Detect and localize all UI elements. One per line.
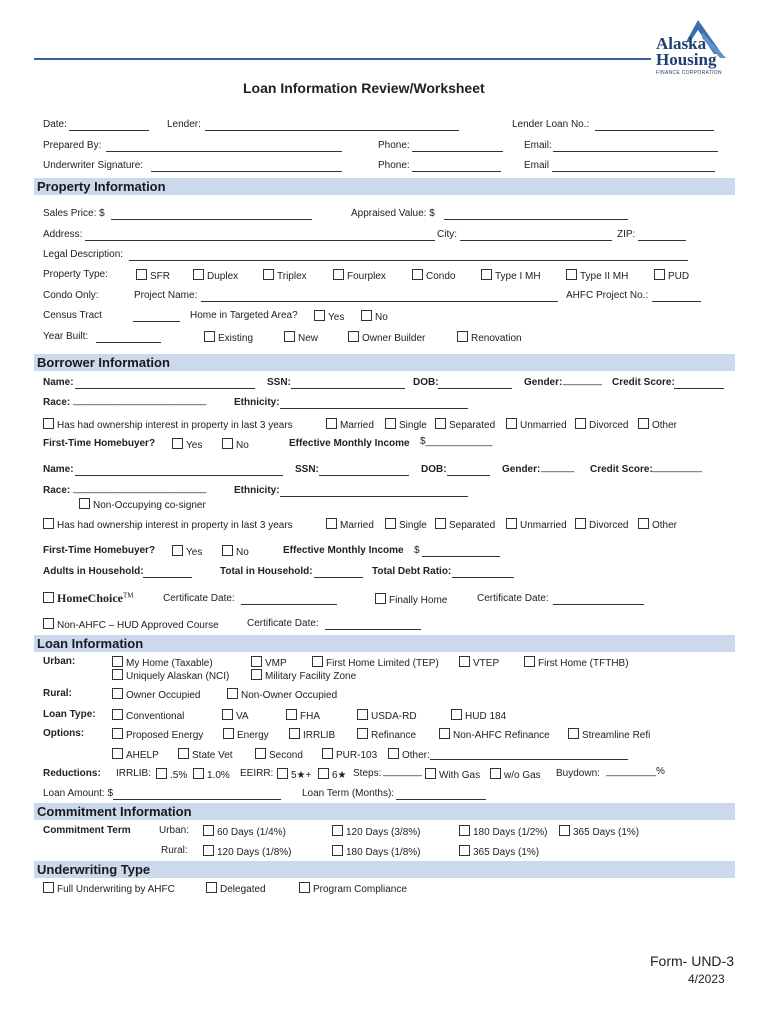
city-label: City: — [437, 229, 457, 240]
b2-unmarried[interactable]: Unmarried — [506, 518, 567, 531]
checkbox[interactable] — [435, 418, 446, 429]
checkbox[interactable] — [357, 728, 368, 739]
phone2-field[interactable] — [412, 171, 501, 172]
checkbox[interactable] — [451, 709, 462, 720]
b2-emi-dollar: $ — [414, 545, 420, 556]
phone1-label: Phone: — [378, 140, 410, 151]
checkbox[interactable] — [204, 331, 215, 342]
checkbox[interactable] — [638, 518, 649, 529]
irrlib-reduction-label: IRRLIB: — [116, 768, 152, 779]
non-ahfc-cert-field[interactable] — [325, 629, 421, 630]
checkbox[interactable] — [206, 882, 217, 893]
loan-term-label: Loan Term (Months): — [302, 788, 395, 799]
b1-name-field[interactable] — [75, 388, 255, 389]
b2-gender-label: Gender: — [502, 464, 541, 475]
checkbox[interactable] — [43, 518, 54, 529]
checkbox[interactable] — [43, 592, 54, 603]
b1-credit-label: Credit Score: — [612, 377, 675, 388]
b1-divorced[interactable]: Divorced — [575, 418, 628, 431]
star5-option[interactable]: 5★+ — [277, 768, 311, 781]
underwriter-field[interactable] — [151, 171, 342, 172]
census-label: Census Tract — [43, 310, 102, 321]
with-gas-option[interactable]: With Gas — [425, 768, 480, 781]
checkbox[interactable] — [284, 331, 295, 342]
commitment-term-label: Commitment Term — [43, 825, 131, 836]
checkbox[interactable] — [223, 728, 234, 739]
checkbox[interactable] — [251, 669, 262, 680]
refinance-option[interactable]: Refinance — [357, 728, 416, 741]
b2-name-field[interactable] — [75, 475, 283, 476]
section-borrower — [34, 354, 735, 371]
type-triplex[interactable]: Triplex — [263, 269, 307, 282]
targeted-yes[interactable]: Yes — [314, 310, 344, 323]
b1-ethnicity-label: Ethnicity: — [234, 397, 280, 408]
state-vet-option[interactable]: State Vet — [178, 748, 233, 761]
b2-fthb-yes[interactable]: Yes — [172, 545, 202, 558]
checkbox[interactable] — [490, 768, 501, 779]
census-field[interactable] — [133, 321, 180, 322]
header-rule — [34, 58, 651, 60]
b2-fthb-no[interactable]: No — [222, 545, 249, 558]
b2-ownership[interactable]: Has had ownership interest in property in last 3 years — [43, 518, 293, 531]
sales-price-label: Sales Price: $ — [43, 208, 105, 219]
phone2-label: Phone: — [378, 160, 410, 171]
b1-single[interactable]: Single — [385, 418, 427, 431]
checkbox[interactable] — [193, 768, 204, 779]
section-property — [34, 178, 735, 195]
form-date: 4/2023 — [688, 972, 725, 986]
b2-name-label: Name: — [43, 464, 74, 475]
section-borrower-title: Borrower Information — [37, 355, 170, 370]
checkbox[interactable] — [312, 656, 323, 667]
checkbox[interactable] — [481, 269, 492, 280]
b2-ethnicity-label: Ethnicity: — [234, 485, 280, 496]
checkbox[interactable] — [112, 748, 123, 759]
full-underwriting-option[interactable]: Full Underwriting by AHFC — [43, 882, 175, 895]
adults-label: Adults in Household: — [43, 566, 144, 577]
fhl-option[interactable]: First Home Limited (TEP) — [312, 656, 439, 669]
section-underwriting-title: Underwriting Type — [37, 862, 151, 877]
va-option[interactable]: VA — [222, 709, 249, 722]
commit-urban-label: Urban: — [159, 825, 190, 836]
buydown-blank[interactable]: _________% — [606, 766, 665, 777]
fha-option[interactable]: FHA — [286, 709, 320, 722]
existing-option[interactable]: Existing — [204, 331, 253, 344]
debt-ratio-field[interactable] — [452, 577, 514, 578]
b1-name-label: Name: — [43, 377, 74, 388]
checkbox[interactable] — [333, 269, 344, 280]
b2-emi-label: Effective Monthly Income — [283, 545, 404, 556]
b1-race-blank[interactable]: ________________________ — [73, 395, 207, 406]
b1-fthb-yes[interactable]: Yes — [172, 438, 202, 451]
loan-amount-field[interactable] — [113, 799, 281, 800]
checkbox[interactable] — [289, 728, 300, 739]
condo-only-label: Condo Only: — [43, 290, 99, 301]
page-title: Loan Information Review/Worksheet — [243, 80, 485, 96]
checkbox[interactable] — [322, 748, 333, 759]
r180-option[interactable]: 180 Days (1/8%) — [332, 845, 420, 858]
debt-ratio-label: Total Debt Ratio: — [372, 566, 452, 577]
eeirr-label: EEIRR: — [240, 768, 274, 779]
checkbox[interactable] — [43, 618, 54, 629]
p5-option[interactable]: .5% — [156, 768, 187, 781]
checkbox[interactable] — [156, 768, 167, 779]
underwriter-label: Underwriter Signature: — [43, 160, 144, 171]
streamline-option[interactable]: Streamline Refi — [568, 728, 650, 741]
delegated-option[interactable]: Delegated — [206, 882, 266, 895]
r120-option[interactable]: 120 Days (1/8%) — [203, 845, 291, 858]
checkbox[interactable] — [439, 728, 450, 739]
b2-ssn-field[interactable] — [319, 475, 409, 476]
finally-home-cert-field[interactable] — [553, 604, 644, 605]
checkbox[interactable] — [112, 669, 123, 680]
finally-home-cert-label: Certificate Date: — [477, 593, 549, 604]
checkbox[interactable] — [172, 438, 183, 449]
targeted-label: Home in Targeted Area? — [190, 310, 298, 321]
checkbox[interactable] — [43, 418, 54, 429]
b2-ethnicity-field[interactable] — [280, 496, 468, 497]
checkbox[interactable] — [318, 768, 329, 779]
checkbox[interactable] — [112, 688, 123, 699]
checkbox[interactable] — [277, 768, 288, 779]
ahfc-project-field[interactable] — [652, 301, 701, 302]
date-field[interactable] — [69, 130, 149, 131]
checkbox[interactable] — [112, 656, 123, 667]
checkbox[interactable] — [385, 518, 396, 529]
checkbox[interactable] — [559, 825, 570, 836]
b1-emi-blank[interactable]: $____________ — [420, 436, 493, 447]
b2-race-label: Race: — [43, 485, 71, 496]
checkbox[interactable] — [193, 269, 204, 280]
conventional-option[interactable]: Conventional — [112, 709, 184, 722]
legal-description-label: Legal Description: — [43, 249, 124, 260]
homechoice-cert-field[interactable] — [241, 604, 337, 605]
b1-dob-field[interactable] — [438, 388, 512, 389]
section-commitment — [34, 803, 735, 820]
checkbox[interactable] — [314, 310, 325, 321]
other-option[interactable]: Other: — [388, 748, 430, 761]
b2-single[interactable]: Single — [385, 518, 427, 531]
b1-ethnicity-field[interactable] — [280, 408, 468, 409]
b1-ownership[interactable]: Has had ownership interest in property in last 3 years — [43, 418, 293, 431]
hud184-option[interactable]: HUD 184 — [451, 709, 506, 722]
b1-dob-label: DOB: — [413, 377, 439, 388]
b1-credit-field[interactable] — [674, 388, 724, 389]
type-condo[interactable]: Condo — [412, 269, 455, 282]
b1-unmarried[interactable]: Unmarried — [506, 418, 567, 431]
u180-option[interactable]: 180 Days (1/2%) — [459, 825, 547, 838]
b2-credit-blank[interactable]: _________ — [652, 462, 703, 473]
b2-dob-label: DOB: — [421, 464, 447, 475]
legal-description-field[interactable] — [129, 260, 688, 261]
year-built-field[interactable] — [96, 342, 161, 343]
checkbox[interactable] — [203, 825, 214, 836]
checkbox[interactable] — [459, 845, 470, 856]
options-label: Options: — [43, 728, 85, 739]
checkbox[interactable] — [435, 518, 446, 529]
checkbox[interactable] — [388, 748, 399, 759]
type-i-mh[interactable]: Type I MH — [481, 269, 541, 282]
b2-married[interactable]: Married — [326, 518, 374, 531]
irrlib-option[interactable]: IRRLIB — [289, 728, 335, 741]
lender-loan-no-label: Lender Loan No.: — [512, 119, 590, 130]
my-home-option[interactable]: My Home (Taxable) — [112, 656, 213, 669]
prepared-by-field[interactable] — [106, 151, 342, 152]
b2-gender-blank[interactable]: ______ — [541, 462, 575, 473]
city-field[interactable] — [460, 240, 612, 241]
address-label: Address: — [43, 229, 83, 240]
homechoice-cert-label: Certificate Date: — [163, 593, 235, 604]
u60-option[interactable]: 60 Days (1/4%) — [203, 825, 286, 838]
b2-race-blank[interactable]: ________________________ — [73, 483, 207, 494]
email1-field[interactable] — [553, 151, 718, 152]
b1-gender-blank[interactable]: _______ — [563, 375, 602, 386]
appraised-value-field[interactable] — [444, 219, 628, 220]
form-number: Form- UND-3 — [650, 953, 734, 969]
urban-label: Urban: — [43, 656, 76, 667]
year-built-label: Year Built: — [43, 331, 89, 342]
b2-other[interactable]: Other — [638, 518, 677, 531]
proposed-energy-option[interactable]: Proposed Energy — [112, 728, 203, 741]
other-field[interactable] — [430, 759, 628, 760]
vtep-option[interactable]: VTEP — [459, 656, 499, 669]
ahelp-option[interactable]: AHELP — [112, 748, 159, 761]
targeted-no[interactable]: No — [361, 310, 388, 323]
checkbox[interactable] — [326, 418, 337, 429]
checkbox[interactable] — [425, 768, 436, 779]
b2-credit-label: Credit Score: — [590, 464, 653, 475]
property-type-label: Property Type: — [43, 269, 108, 280]
b1-separated[interactable]: Separated — [435, 418, 495, 431]
checkbox[interactable] — [375, 593, 386, 604]
u120-option[interactable]: 120 Days (3/8%) — [332, 825, 420, 838]
checkbox[interactable] — [575, 518, 586, 529]
checkbox[interactable] — [566, 269, 577, 280]
wo-gas-option[interactable]: w/o Gas — [490, 768, 541, 781]
lender-loan-no-field[interactable] — [595, 130, 714, 131]
checkbox[interactable] — [112, 728, 123, 739]
prepared-by-label: Prepared By: — [43, 140, 102, 151]
checkbox[interactable] — [227, 688, 238, 699]
checkbox[interactable] — [286, 709, 297, 720]
checkbox[interactable] — [326, 518, 337, 529]
star6-option[interactable]: 6★ — [318, 768, 347, 781]
homechoice-option[interactable]: HomeChoice™ — [43, 591, 133, 606]
loan-type-label: Loan Type: — [43, 709, 96, 720]
project-name-field[interactable] — [201, 301, 558, 302]
checkbox[interactable] — [79, 498, 90, 509]
b2-fthb-label: First-Time Homebuyer? — [43, 545, 156, 556]
checkbox[interactable] — [172, 545, 183, 556]
checkbox[interactable] — [251, 656, 262, 667]
lender-field[interactable] — [205, 130, 459, 131]
new-option[interactable]: New — [284, 331, 318, 344]
checkbox[interactable] — [506, 418, 517, 429]
section-loan-title: Loan Information — [37, 636, 144, 651]
lender-label: Lender: — [167, 119, 201, 130]
checkbox[interactable] — [178, 748, 189, 759]
section-property-title: Property Information — [37, 179, 166, 194]
steps-blank[interactable]: _______ — [383, 766, 422, 777]
logo-text-housing: Housing — [656, 50, 717, 69]
b2-emi-field[interactable] — [422, 556, 500, 557]
checkbox[interactable] — [222, 709, 233, 720]
total-household-field[interactable] — [314, 577, 363, 578]
checkbox[interactable] — [524, 656, 535, 667]
checkbox[interactable] — [43, 882, 54, 893]
checkbox[interactable] — [385, 418, 396, 429]
checkbox[interactable] — [299, 882, 310, 893]
section-commitment-title: Commitment Information — [37, 804, 192, 819]
energy-option[interactable]: Energy — [223, 728, 269, 741]
checkbox[interactable] — [222, 545, 233, 556]
checkbox[interactable] — [136, 269, 147, 280]
logo-text-alaska: Alaska — [656, 34, 707, 53]
section-underwriting — [34, 861, 735, 878]
total-household-label: Total in Household: — [220, 566, 313, 577]
checkbox[interactable] — [638, 418, 649, 429]
r365-option[interactable]: 365 Days (1%) — [459, 845, 539, 858]
b2-dob-field[interactable] — [447, 475, 490, 476]
usda-option[interactable]: USDA-RD — [357, 709, 417, 722]
checkbox[interactable] — [112, 709, 123, 720]
date-label: Date: — [43, 119, 67, 130]
b1-race-label: Race: — [43, 397, 71, 408]
military-option[interactable]: Military Facility Zone — [251, 669, 356, 682]
checkbox[interactable] — [203, 845, 214, 856]
type-sfr[interactable]: SFR — [136, 269, 170, 282]
checkbox[interactable] — [459, 825, 470, 836]
logo — [650, 18, 742, 80]
checkbox[interactable] — [255, 748, 266, 759]
email1-label: Email: — [524, 140, 552, 151]
email2-field[interactable] — [552, 171, 715, 172]
steps-label: Steps: — [353, 768, 382, 779]
rural-label: Rural: — [43, 688, 72, 699]
section-loan — [34, 635, 735, 652]
checkbox[interactable] — [575, 418, 586, 429]
checkbox[interactable] — [348, 331, 359, 342]
logo-text-corp: FINANCE CORPORATION — [656, 70, 722, 76]
non-owner-option[interactable]: Non-Owner Occupied — [227, 688, 337, 701]
loan-amount-label: Loan Amount: $ — [43, 788, 114, 799]
checkbox[interactable] — [357, 709, 368, 720]
non-ahfc-refi-option[interactable]: Non-AHFC Refinance — [439, 728, 550, 741]
uniquely-option[interactable]: Uniquely Alaskan (NCI) — [112, 669, 229, 682]
ahfc-project-label: AHFC Project No.: — [566, 290, 649, 301]
b1-fthb-no[interactable]: No — [222, 438, 249, 451]
buydown-label: Buydown: — [556, 768, 600, 779]
b2-ssn-label: SSN: — [295, 464, 319, 475]
project-name-label: Project Name: — [134, 290, 198, 301]
b1-ssn-label: SSN: — [267, 377, 291, 388]
program-compliance-option[interactable]: Program Compliance — [299, 882, 407, 895]
non-ahfc-cert-label: Certificate Date: — [247, 618, 319, 629]
pur103-option[interactable]: PUR-103 — [322, 748, 377, 761]
checkbox[interactable] — [506, 518, 517, 529]
non-occupying-cosigner[interactable]: Non-Occupying co-signer — [79, 498, 206, 511]
vmp-option[interactable]: VMP — [251, 656, 287, 669]
adults-field[interactable] — [143, 577, 192, 578]
type-pud[interactable]: PUD — [654, 269, 689, 282]
checkbox[interactable] — [568, 728, 579, 739]
zip-field[interactable] — [638, 240, 686, 241]
owner-occupied-option[interactable]: Owner Occupied — [112, 688, 200, 701]
type-fourplex[interactable]: Fourplex — [333, 269, 386, 282]
b1-ssn-field[interactable] — [291, 388, 405, 389]
second-option[interactable]: Second — [255, 748, 303, 761]
type-ii-mh[interactable]: Type II MH — [566, 269, 628, 282]
fh-option[interactable]: First Home (TFTHB) — [524, 656, 629, 669]
u365-option[interactable]: 365 Days (1%) — [559, 825, 639, 838]
loan-term-field[interactable] — [396, 799, 486, 800]
email2-label: Email — [524, 160, 550, 171]
checkbox[interactable] — [361, 310, 372, 321]
b1-other[interactable]: Other — [638, 418, 677, 431]
reductions-label: Reductions: — [43, 768, 101, 779]
checkbox[interactable] — [332, 825, 343, 836]
checkbox[interactable] — [222, 438, 233, 449]
appraised-value-label: Appraised Value: $ — [351, 208, 435, 219]
checkbox[interactable] — [457, 331, 468, 342]
address-field[interactable] — [85, 240, 435, 241]
checkbox[interactable] — [332, 845, 343, 856]
b1-gender-label: Gender: — [524, 377, 563, 388]
owner-builder-option[interactable]: Owner Builder — [348, 331, 425, 344]
b2-separated[interactable]: Separated — [435, 518, 495, 531]
checkbox[interactable] — [654, 269, 665, 280]
b2-divorced[interactable]: Divorced — [575, 518, 628, 531]
sales-price-field[interactable] — [111, 219, 312, 220]
type-duplex[interactable]: Duplex — [193, 269, 238, 282]
p10-option[interactable]: 1.0% — [193, 768, 230, 781]
finally-home-option[interactable]: Finally Home — [375, 593, 447, 606]
zip-label: ZIP: — [617, 229, 636, 240]
b1-emi-label: Effective Monthly Income — [289, 438, 410, 449]
phone1-field[interactable] — [412, 151, 503, 152]
checkbox[interactable] — [412, 269, 423, 280]
checkbox[interactable] — [263, 269, 274, 280]
checkbox[interactable] — [459, 656, 470, 667]
non-ahfc-course[interactable]: Non-AHFC – HUD Approved Course — [43, 618, 219, 631]
b1-married[interactable]: Married — [326, 418, 374, 431]
renovation-option[interactable]: Renovation — [457, 331, 522, 344]
commit-rural-label: Rural: — [161, 845, 188, 856]
b1-fthb-label: First-Time Homebuyer? — [43, 438, 156, 449]
